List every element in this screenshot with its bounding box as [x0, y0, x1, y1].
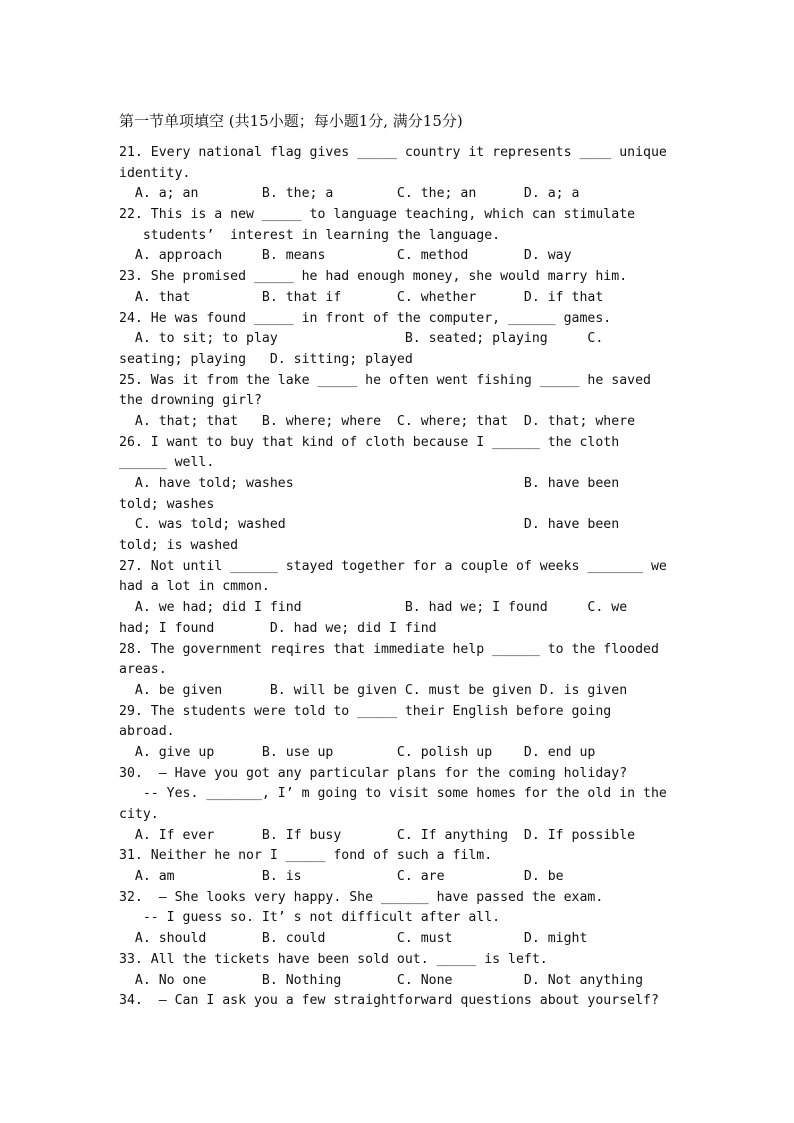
- text-line: -- Yes. _______, I’ m going to visit some homes for the old in the: [119, 786, 667, 802]
- text-line: A. If ever B. If busy C. If anything D. If possible: [119, 827, 636, 843]
- text-line: C. was told; washed D. have been: [119, 517, 620, 533]
- text-line: 23. She promised _____ he had enough money, she would marry him.: [119, 269, 628, 285]
- text-line: A. should B. could C. must D. might: [119, 931, 588, 947]
- text-line: 22. This is a new _____ to language teaching, which can stimulate: [119, 207, 636, 223]
- text-line: the drowning girl?: [119, 393, 262, 409]
- text-line: identity.: [119, 165, 191, 181]
- text-line: 30. – Have you got any particular plans for the coming holiday?: [119, 765, 628, 781]
- text-line: areas.: [119, 662, 167, 678]
- text-line: city.: [119, 807, 159, 822]
- text-line: 33. All the tickets have been sold out. _____ is left.: [119, 951, 548, 967]
- text-line: 31. Neither he nor I _____ fond of such a film.: [119, 848, 493, 864]
- section-title: 第一节单项填空 (共15小题；每小题1分, 满分15分): [119, 112, 463, 130]
- text-line: told; washes: [119, 496, 215, 512]
- text-line: seating; playing D. sitting; played: [119, 351, 413, 367]
- text-line: 27. Not until ______ stayed together for a couple of weeks _______ we: [119, 558, 667, 574]
- text-line: A. have told; washes B. have been: [119, 476, 620, 491]
- text-line: abroad.: [119, 724, 175, 740]
- text-line: A. that B. that if C. whether D. if that: [119, 289, 604, 305]
- text-line: 26. I want to buy that kind of cloth because I ______ the cloth: [119, 434, 620, 450]
- text-line: 28. The government reqires that immediate help ______ to the flooded: [119, 641, 659, 657]
- text-line: 21. Every national flag gives _____ country it represents ____ unique: [119, 145, 667, 160]
- text-line: 25. Was it from the lake _____ he often went fishing _____ he saved: [119, 372, 651, 388]
- text-line: -- I guess so. It’ s not difficult after all.: [119, 910, 501, 926]
- text-line: 24. He was found _____ in front of the computer, ______ games.: [119, 310, 612, 326]
- text-line: 34. – Can I ask you a few straightforward questions about yourself?: [119, 993, 659, 1009]
- text-line: 29. The students were told to _____ their English before going: [119, 703, 612, 719]
- text-line: ______ well.: [119, 455, 215, 471]
- text-line: told; is washed: [119, 538, 239, 554]
- text-line: had a lot in cmmon.: [119, 579, 270, 595]
- text-line: 32. – She looks very happy. She ______ have passed the exam.: [119, 889, 604, 905]
- text-line: A. am B. is C. are D. be: [119, 869, 564, 885]
- text-line: A. be given B. will be given C. must be given D. is given: [119, 682, 628, 698]
- text-line: A. that; that B. where; where C. where; that D. that; where: [119, 413, 636, 429]
- text-line: A. we had; did I find B. had we; I found C. we: [119, 600, 628, 616]
- text-line: had; I found D. had we; did I find: [119, 620, 437, 636]
- text-line: A. give up B. use up C. polish up D. end up: [119, 744, 596, 760]
- text-line: A. a; an B. the; a C. the; an D. a; a: [119, 186, 580, 202]
- text-line: students’ interest in learning the language.: [119, 227, 501, 243]
- text-line: A. to sit; to play B. seated; playing C.: [119, 331, 604, 347]
- text-line: A. approach B. means C. method D. way: [119, 248, 572, 264]
- text-line: A. No one B. Nothing C. None D. Not anything: [119, 972, 644, 988]
- question-list: [119, 143, 699, 1012]
